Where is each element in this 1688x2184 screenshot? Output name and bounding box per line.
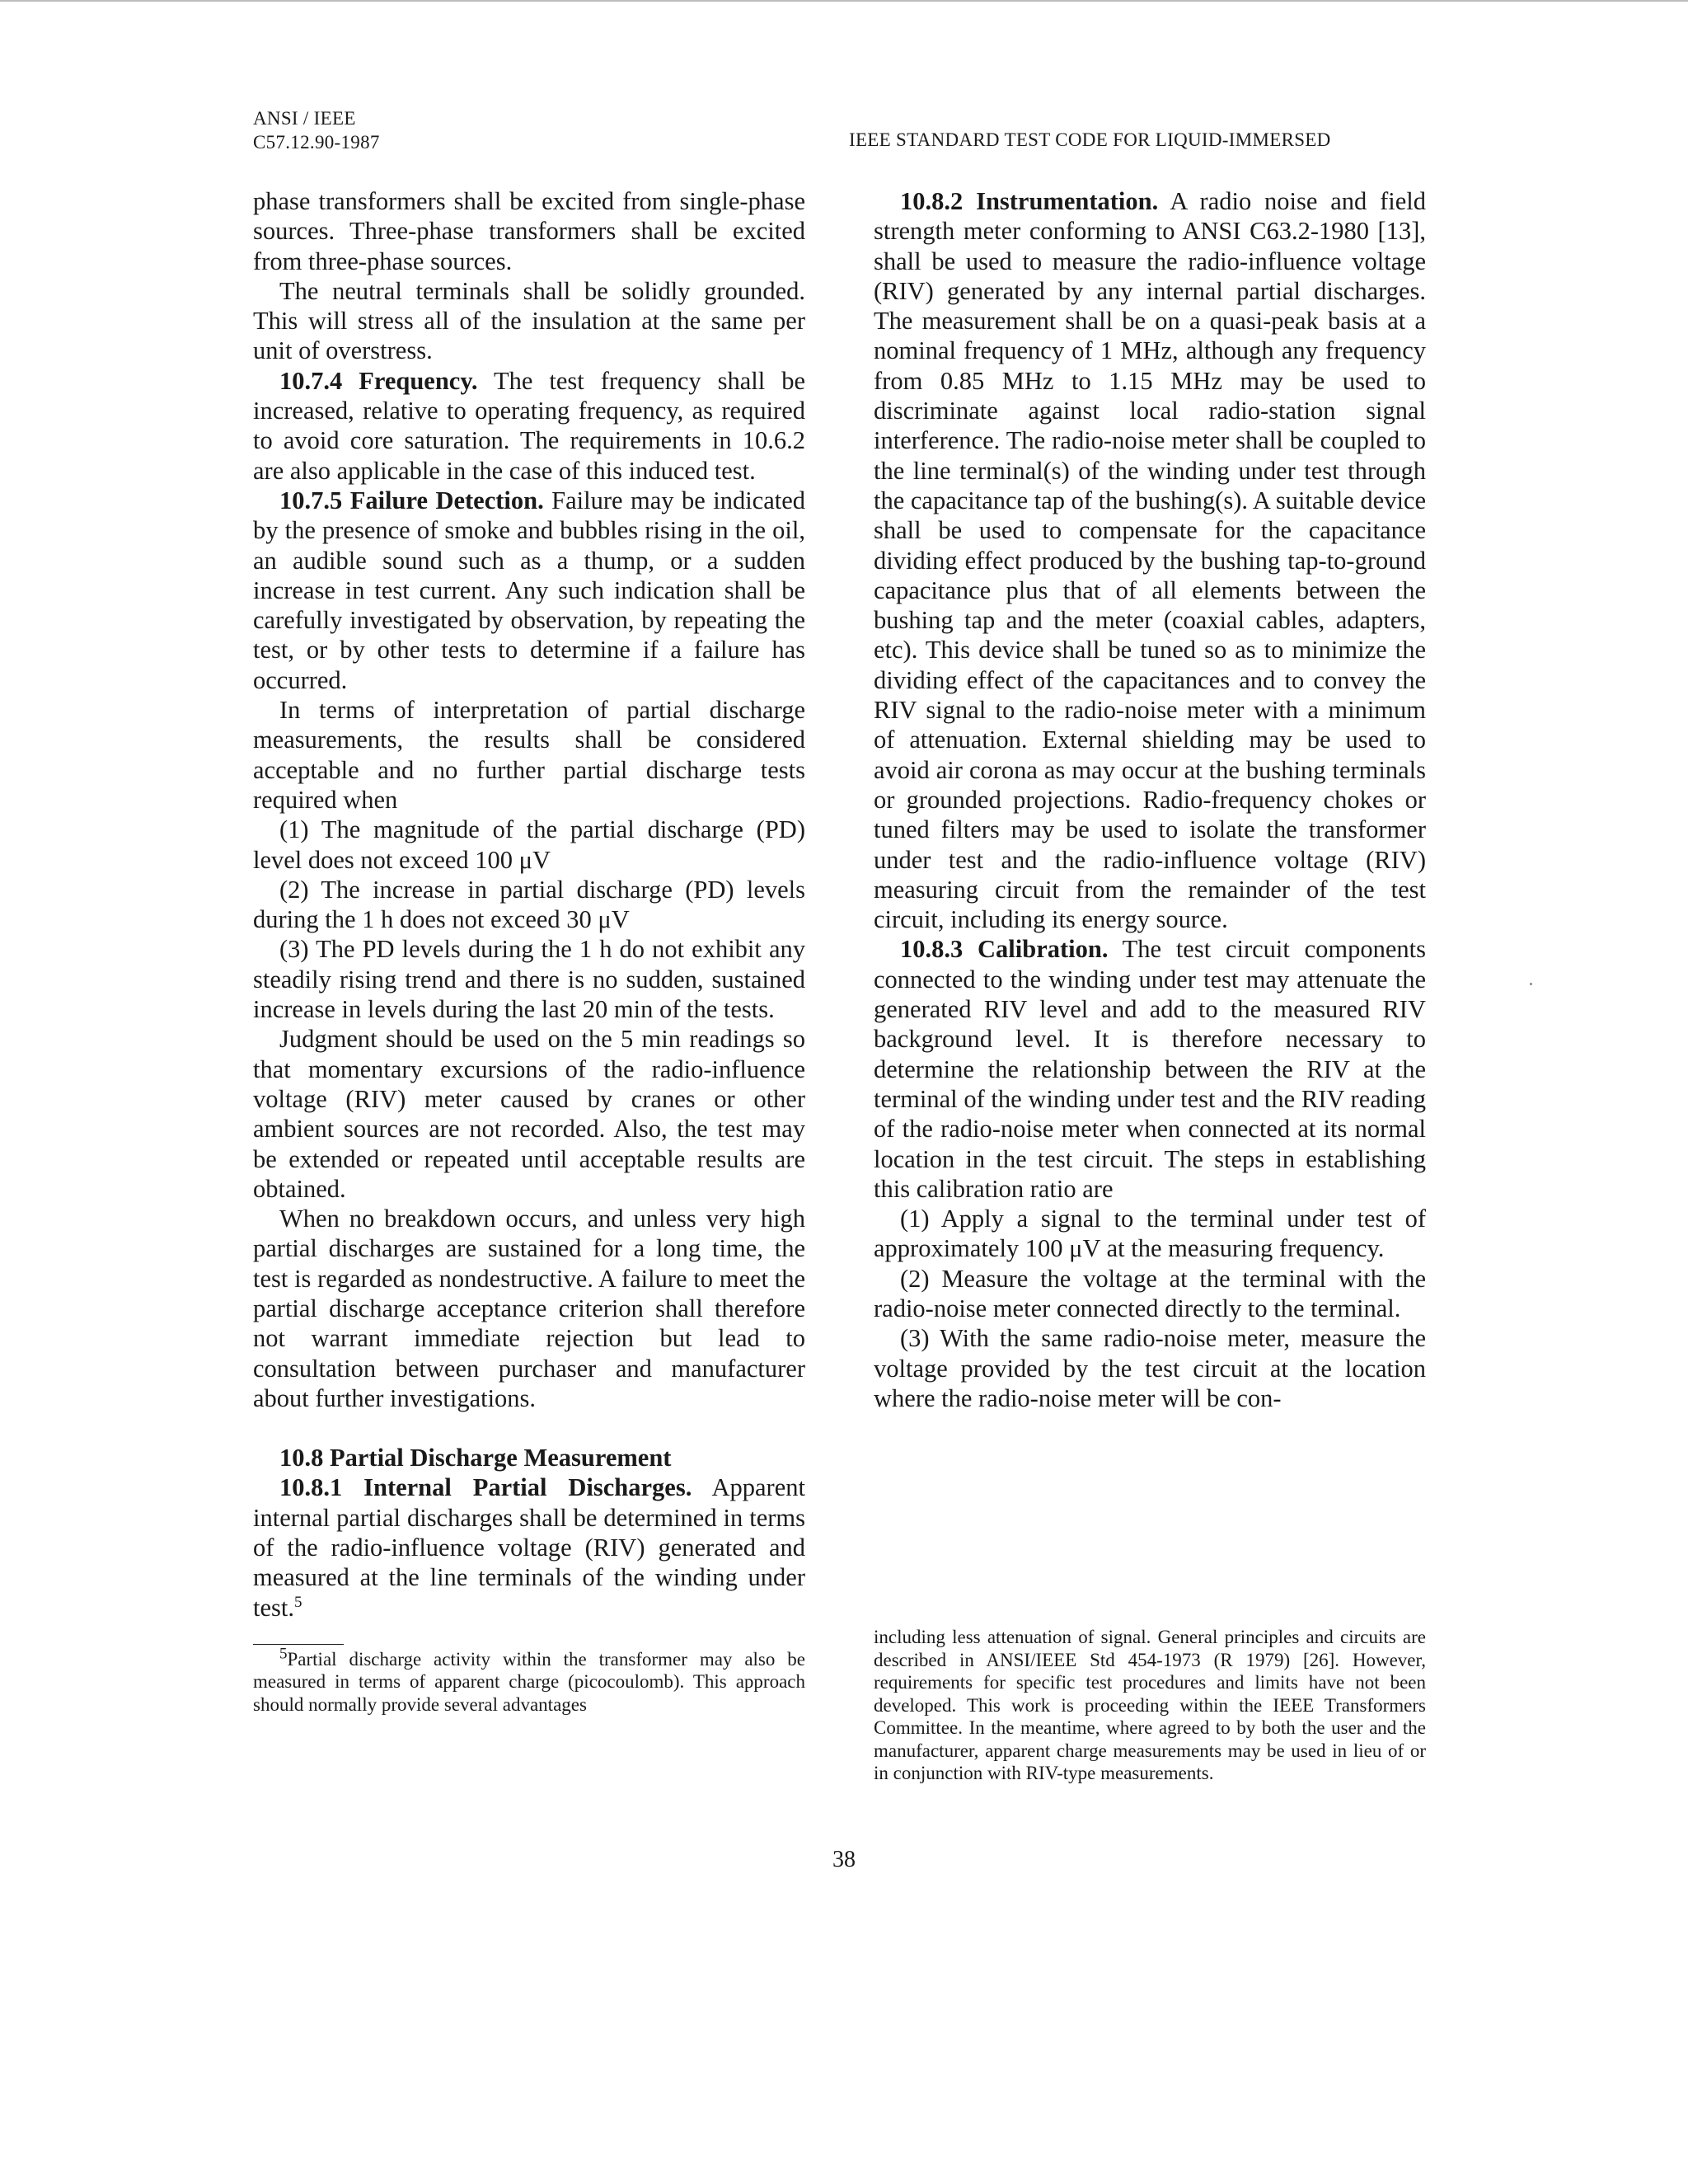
paragraph-body: A radio noise and field strength meter conforming to ANSI C63.2-1980 [13], shall be used to measure the radio-influence voltage (RIV) generated by any internal partial discharges. The measurement shall be on a quasi-peak basis at a nominal frequency of 1 MHz, although any frequency from 0.85 MHz to 1.15 MHz may be used to discriminate against local radio-station signal interference. The radio-noise meter shall be coupled to the line terminal(s) of the winding under test through the capacitance tap of the bushing(s). A suitable device shall be used to compensate for the capacitance dividing effect produced by the bushing tap-to-ground capacitance plus that of all elements between the bushing tap and the meter (coaxial cables, adapters, etc). This device shall be tuned so as to minimize the dividing effect of the capacitances and to convey the RIV signal to the radio-noise meter with a minimum of attenuation. External shielding may be used to avoid air corona as may occur at the bushing terminals or grounded projections. Radio-frequency chokes or tuned filters may be used to isolate the transformer under test and the radio-influence voltage (RIV) measuring circuit from the remainder of the test circuit, including its energy source. <box>874 187 1426 934</box>
paragraph: The neutral terminals shall be solidly grounded. This will stress all of the insulation at the same per unit of overstress. <box>253 276 805 365</box>
paragraph-internal-pd <box>253 1472 805 1622</box>
paragraph-body: Apparent internal partial discharges shall be determined in terms of the radio-influence voltage (RIV) generated and measured at the line terminals of the winding under test. <box>253 1473 805 1622</box>
list-item: (3) With the same radio-noise meter, measure the voltage provided by the test circuit at the location where the radio-noise meter will be con- <box>874 1324 1426 1412</box>
standard-designation: ANSI / IEEE <box>253 108 356 129</box>
footnote-rule <box>253 1644 344 1645</box>
subsection-heading: 10.7.5 Failure Detection. <box>279 486 544 514</box>
paragraph: In terms of interpretation of partial discharge measurements, the results shall be considered acceptable and no further partial discharge tests required when <box>253 696 805 814</box>
list-item: (3) The PD levels during the 1 h do not exhibit any steadily rising trend and there is no sudden, sustained increase in levels during the last 20 min of the tests. <box>253 935 805 1024</box>
subsection-heading: 10.8.1 Internal Partial Discharges. <box>279 1473 692 1502</box>
paragraph: phase transformers shall be excited from single-phase sources. Three-phase transformers shall be excited from three-phase sources. <box>253 187 805 275</box>
paragraph: When no breakdown occurs, and unless very high partial discharges are sustained for a long time, the test is regarded as nondestructive. A failure to meet the partial discharge acceptance criterion shall therefore not warrant immediate rejection but lead to consultation between purchaser and manufacturer about further investigations. <box>253 1205 805 1412</box>
paragraph-frequency <box>253 366 805 486</box>
footnote-marker: 5 <box>279 1645 288 1663</box>
footnote-text: Partial discharge activity within the transformer may also be measured in terms of apparent charge (picocoulomb). This approach should normally provide several advantages <box>253 1648 805 1715</box>
paragraph-calibration <box>874 934 1426 1204</box>
list-item: (2) The increase in partial discharge (PD) levels during the 1 h does not exceed 30 μV <box>253 875 805 934</box>
list-item: (1) Apply a signal to the terminal under test of approximately 100 μV at the measuring frequency. <box>874 1205 1426 1263</box>
top-edge-rule <box>0 0 1688 2</box>
subsection-heading: 10.7.4 Frequency. <box>279 366 478 395</box>
subsection-heading: 10.8.3 Calibration. <box>900 935 1109 964</box>
paragraph-body: Failure may be indicated by the presence of smoke and bubbles rising in the oil, an audible sound such as a thump, or a sudden increase in test current. Any such indication shall be carefully investigated by observation, by repeating the test, or by other tests to determine if a failure has occurred. <box>253 486 806 694</box>
running-header-title: IEEE STANDARD TEST CODE FOR LIQUID-IMMERSED <box>849 129 1331 150</box>
list-item: (2) Measure the voltage at the terminal with the radio-noise meter connected directly to the terminal. <box>874 1264 1426 1322</box>
paragraph-body: The test frequency shall be increased, relative to operating frequency, as required to avoid core saturation. The requirements in 10.6.2 are also applicable in the case of this induced test. <box>253 366 805 485</box>
scan-speck <box>1530 983 1532 985</box>
running-header-left <box>253 106 380 154</box>
standard-number: C57.12.90-1987 <box>253 132 380 153</box>
footnote-reference: 5 <box>293 1593 302 1611</box>
left-column <box>253 186 805 1716</box>
paragraph: Judgment should be used on the 5 min readings so that momentary excursions of the radio-influence voltage (RIV) meter caused by cranes or other ambient sources are not recorded. Also, the test may be extended or repeated until acceptable results are obtained. <box>253 1025 805 1203</box>
subsection-heading: 10.8.2 Instrumentation. <box>900 187 1159 215</box>
list-item: (1) The magnitude of the partial discharge (PD) level does not exceed 100 μV <box>253 815 805 874</box>
right-column <box>874 186 1426 1413</box>
footnote <box>253 1645 805 1717</box>
footnote-continued: including less attenuation of signal. General principles and circuits are described in ANSI/IEEE Std 454-1973 (R 1979) [26]. However, requirements for specific test procedures and limits have not been developed. This work is proceeding within the IEEE Transformers Committee. In the meantime, where agreed to by both the user and the manufacturer, apparent charge measurements may be used in lieu of or in conjunction with RIV-type measurements. <box>874 1627 1426 1783</box>
page-number: 38 <box>832 1847 856 1872</box>
paragraph-body: The test circuit components connected to the winding under test may attenuate the generated RIV level and add to the measured RIV background level. It is therefore necessary to determine the relationship between the RIV at the terminal of the winding under test and the RIV reading of the radio-noise meter when connected at its normal location in the test circuit. The steps in establishing this calibration ratio are <box>874 935 1426 1203</box>
paragraph-failure-detection <box>253 486 805 695</box>
section-heading: 10.8 Partial Discharge Measurement <box>279 1444 672 1472</box>
paragraph-instrumentation <box>874 186 1426 934</box>
